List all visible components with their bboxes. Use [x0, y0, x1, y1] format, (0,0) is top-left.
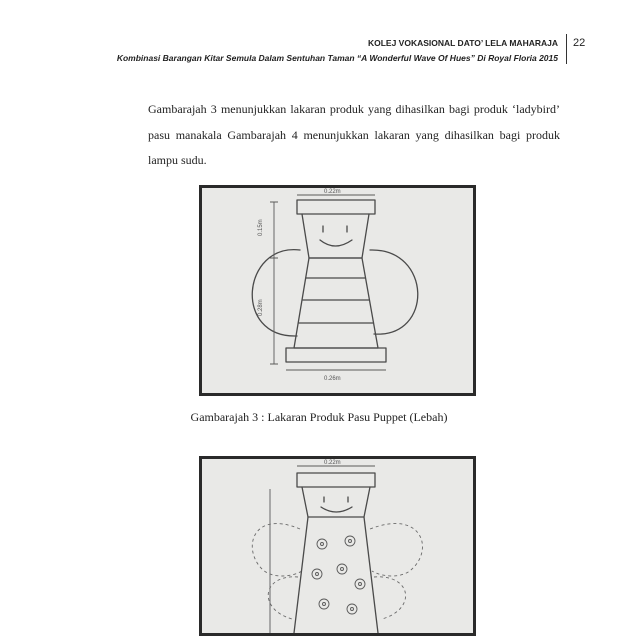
sketch-photo-bee-pot	[199, 185, 476, 396]
flower-decorations	[312, 536, 365, 614]
left-wing	[252, 250, 300, 336]
base-rim	[286, 348, 386, 362]
head-rim	[297, 473, 375, 487]
body-outline	[294, 517, 378, 633]
dim-line-left	[270, 202, 278, 364]
left-lower-wing	[268, 577, 298, 619]
right-wing	[370, 250, 418, 334]
eyes	[323, 226, 347, 232]
right-lower-wing	[374, 577, 406, 619]
head-body	[302, 214, 369, 258]
right-upper-wing	[370, 524, 422, 576]
smile	[321, 507, 352, 512]
dim-label-left-lower: 0.28m	[258, 299, 264, 316]
header-divider	[566, 34, 567, 64]
head-rim	[297, 200, 375, 214]
dim-label-top: 0.22m	[324, 189, 341, 195]
dim-label-bottom: 0.26m	[324, 376, 341, 382]
smile	[320, 240, 352, 246]
eyes	[324, 497, 348, 502]
figure-caption: Gambarajah 3 : Lakaran Produk Pasu Puppet (Lebah)	[190, 410, 448, 424]
college-name: KOLEJ VOKASIONAL DATO’ LELA MAHARAJA	[367, 38, 558, 48]
bee-pot-sketch	[202, 188, 473, 393]
body-trapezoid	[294, 258, 378, 348]
left-upper-wing	[252, 524, 302, 576]
project-title: Kombinasi Barangan Kitar Semula Dalam Sentuhan Taman “A Wonderful Wave Of Hues” Di Royal Floria 2015	[116, 53, 558, 63]
dim-label-top: 0.22m	[324, 460, 341, 466]
bee-pot-decorated-sketch	[202, 459, 473, 633]
dim-label-left-upper: 0.15m	[258, 219, 264, 236]
body-paragraph: Gambarajah 3 menunjukkan lakaran produk yang dihasilkan bagi produk ‘ladybird’ pasu manakala Gambarajah 4 menunjukkan lakaran yang dihasilkan bagi produk lampu sudu.	[148, 102, 560, 167]
page-header	[0, 0, 638, 70]
body-stripes	[299, 278, 373, 323]
page-number: 22	[573, 37, 586, 49]
sketch-photo-bee-pot-decorated	[199, 456, 476, 636]
